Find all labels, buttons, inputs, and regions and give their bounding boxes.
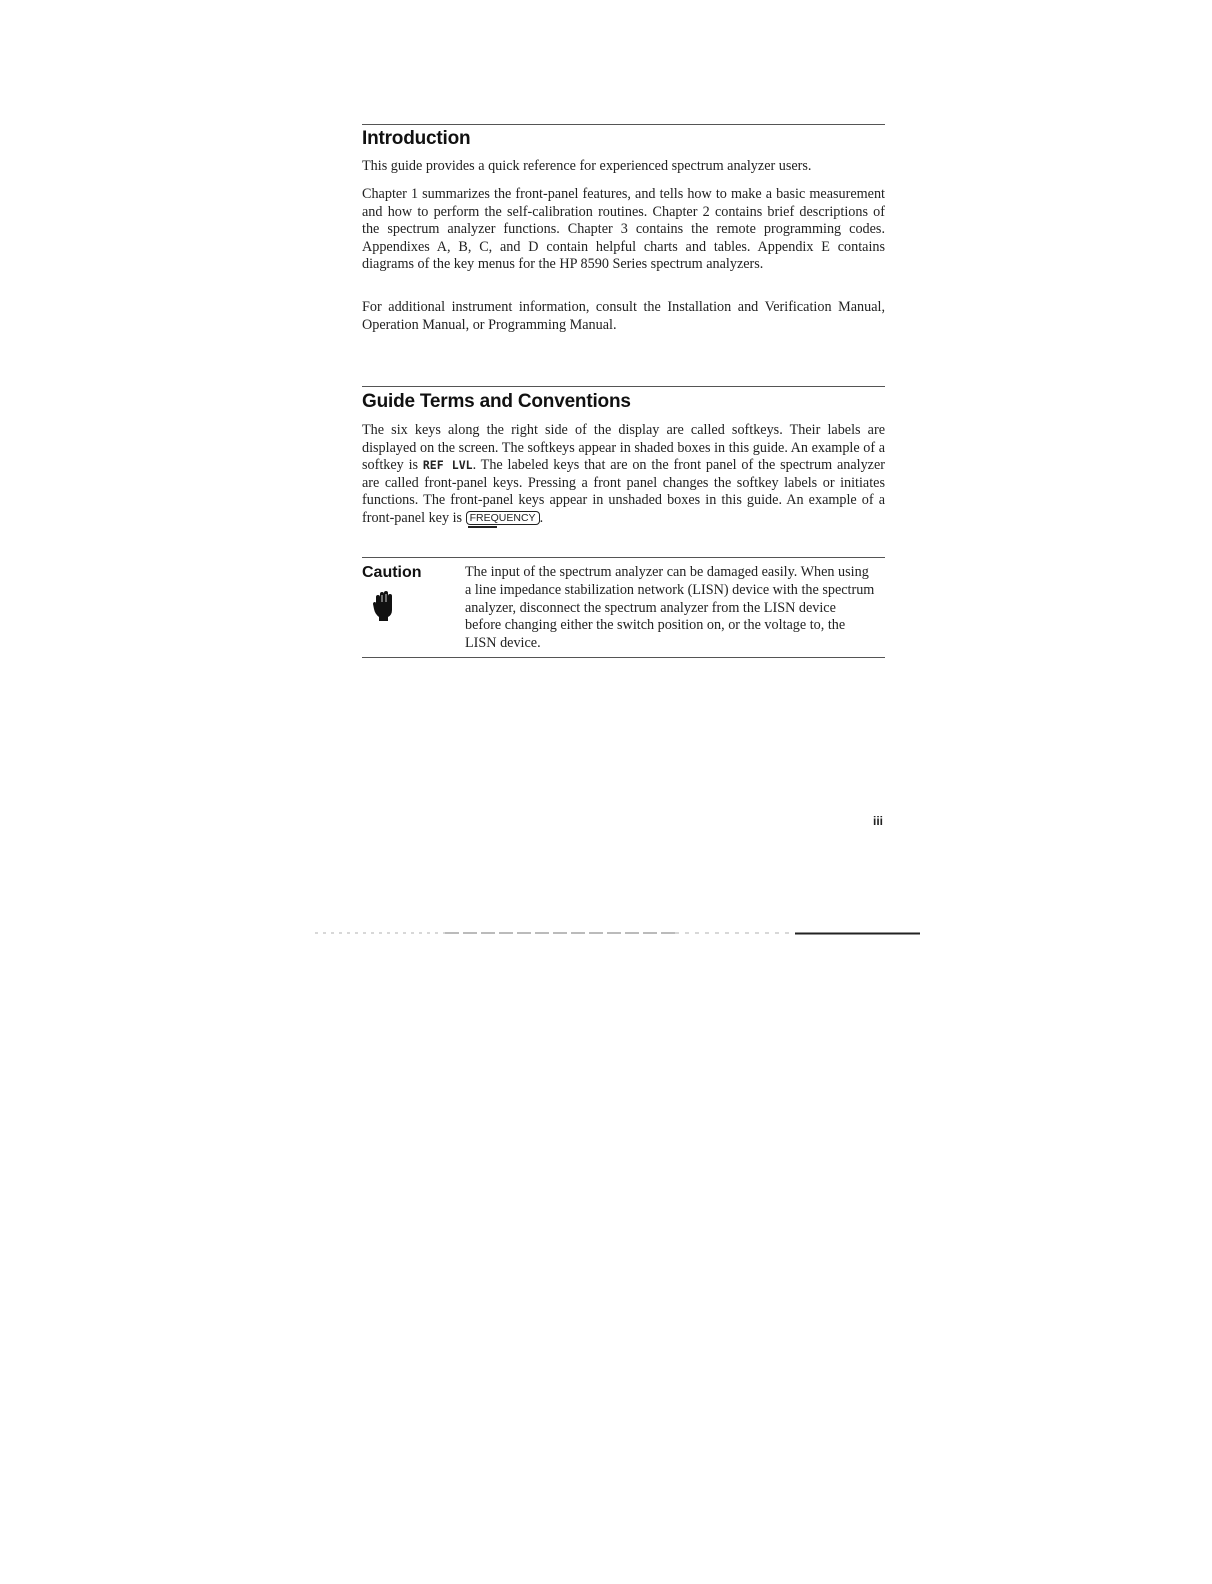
caution-rule-top: [362, 557, 885, 558]
section-rule-introduction: [362, 124, 885, 125]
scan-edge-line: [315, 931, 920, 935]
conventions-text-2: . The labeled keys that are on the front panel of the spectrum analyzer are called front-panel keys. Pressing a front panel changes the softkey labels or initiates functions. The front-panel keys appear in unshaded boxes in this guide. An example of a front-panel key is: [362, 457, 885, 526]
front-panel-key-example: FREQUENCY: [466, 511, 540, 525]
caution-text: The input of the spectrum analyzer can be damaged easily. When using a line impedance stabilization network (LISN) device with the spectrum analyzer, disconnect the spectrum analyzer from the LISN device before changing either the switch position on, or the voltage to, the LISN device.: [465, 564, 875, 652]
section-rule-conventions: [362, 386, 885, 387]
caution-label: Caution: [362, 564, 422, 581]
introduction-paragraph-2: Chapter 1 summarizes the front-panel features, and tells how to make a basic measurement and how to perform the self-calibration routines. Chapter 2 contains brief descriptions of the spectrum analyzer functions. Chapter 3 contains the remote programming codes. Appendixes A, B, C, and D contain helpful charts and tables. Appendix E contains diagrams of the key menus for the HP 8590 Series spectrum analyzers.: [362, 186, 885, 273]
conventions-text-1: The six keys along the right side of the display are called softkeys. Their labels are displayed on the screen. The softkeys appear in shaded boxes in this guide. An example of a softkey is: [362, 422, 885, 474]
caution-rule-bottom: [362, 657, 885, 658]
introduction-paragraph-3: For additional instrument information, consult the Installation and Verification Manual, Operation Manual, or Programming Manual.: [362, 299, 885, 333]
conventions-paragraph: [362, 422, 885, 528]
stop-hand-icon: [372, 590, 396, 622]
conventions-heading: Guide Terms and Conventions: [362, 391, 631, 412]
introduction-heading: Introduction: [362, 128, 471, 149]
conventions-text-end: .: [539, 509, 544, 526]
softkey-example: REF LVL: [422, 458, 473, 473]
page-number: iii: [873, 814, 884, 828]
introduction-paragraph-1: This guide provides a quick reference for experienced spectrum analyzer users.: [362, 158, 812, 174]
